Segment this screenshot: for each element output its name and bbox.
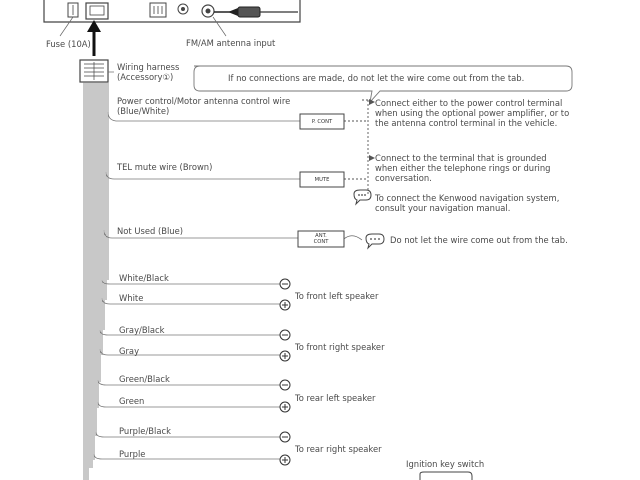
- purple-black-label: Purple/Black: [119, 426, 171, 436]
- p-cont-tag: P. CONT: [311, 119, 333, 125]
- gray-black-label: Gray/Black: [119, 325, 165, 335]
- mute-note-1: Connect to the terminal that is grounded: [375, 153, 547, 163]
- note-icon: [354, 190, 371, 204]
- purple-label: Purple: [119, 449, 146, 459]
- tel-mute-label: TEL mute wire (Brown): [117, 162, 213, 172]
- fuse-label: Fuse (10A): [46, 39, 91, 49]
- green-label: Green: [119, 396, 145, 406]
- ignition-switch-label: Ignition key switch: [406, 459, 485, 469]
- mute-note-3: conversation.: [375, 173, 432, 183]
- ignition-switch-shape: [420, 472, 472, 480]
- gray-label: Gray: [119, 346, 140, 356]
- power-note-3: the antenna control terminal in the vehicle.: [375, 118, 558, 128]
- power-note-2: when using the optional power amplifier, or to: [375, 108, 570, 118]
- front-right-speaker-label: To front right speaker: [295, 342, 385, 352]
- front-left-speaker-label: To front left speaker: [295, 291, 379, 301]
- nav-note-1: To connect the Kenwood navigation system,: [375, 193, 560, 203]
- rear-left-speaker-label: To rear left speaker: [295, 393, 376, 403]
- not-used-label: Not Used (Blue): [117, 226, 184, 236]
- mute-tag: MUTE: [314, 177, 330, 183]
- tab-note-icon: [366, 234, 384, 248]
- white-black-label: White/Black: [119, 273, 169, 283]
- wire-bundle: [84, 82, 108, 480]
- power-note-1: Connect either to the power control terminal: [375, 98, 563, 108]
- harness-title-line2: (Accessory①): [117, 72, 174, 82]
- antenna-label: FM/AM antenna input: [186, 38, 276, 48]
- power-control-label-1: Power control/Motor antenna control wire: [117, 96, 291, 106]
- mute-note-2: when either the telephone rings or during: [375, 163, 551, 173]
- rear-right-speaker-label: To rear right speaker: [295, 444, 382, 454]
- ant-cont-tag-2: CONT: [313, 239, 329, 245]
- power-control-label-2: (Blue/White): [117, 106, 170, 116]
- white-label: White: [119, 293, 144, 303]
- head-unit-outline: [44, 0, 300, 22]
- tel-mute-wire: [106, 172, 300, 179]
- nav-note-2: consult your navigation manual.: [375, 203, 511, 213]
- harness-title-line1: Wiring harness: [117, 62, 180, 72]
- ant-cont-tag-1: ANT.: [315, 233, 327, 239]
- tab-note: Do not let the wire come out from the tab.: [390, 235, 568, 245]
- antenna-plug: [238, 7, 260, 17]
- callout-top-text: If no connections are made, do not let the wire come out from the tab.: [228, 73, 525, 83]
- green-black-label: Green/Black: [119, 374, 170, 384]
- unit-harness-connector: [86, 3, 108, 19]
